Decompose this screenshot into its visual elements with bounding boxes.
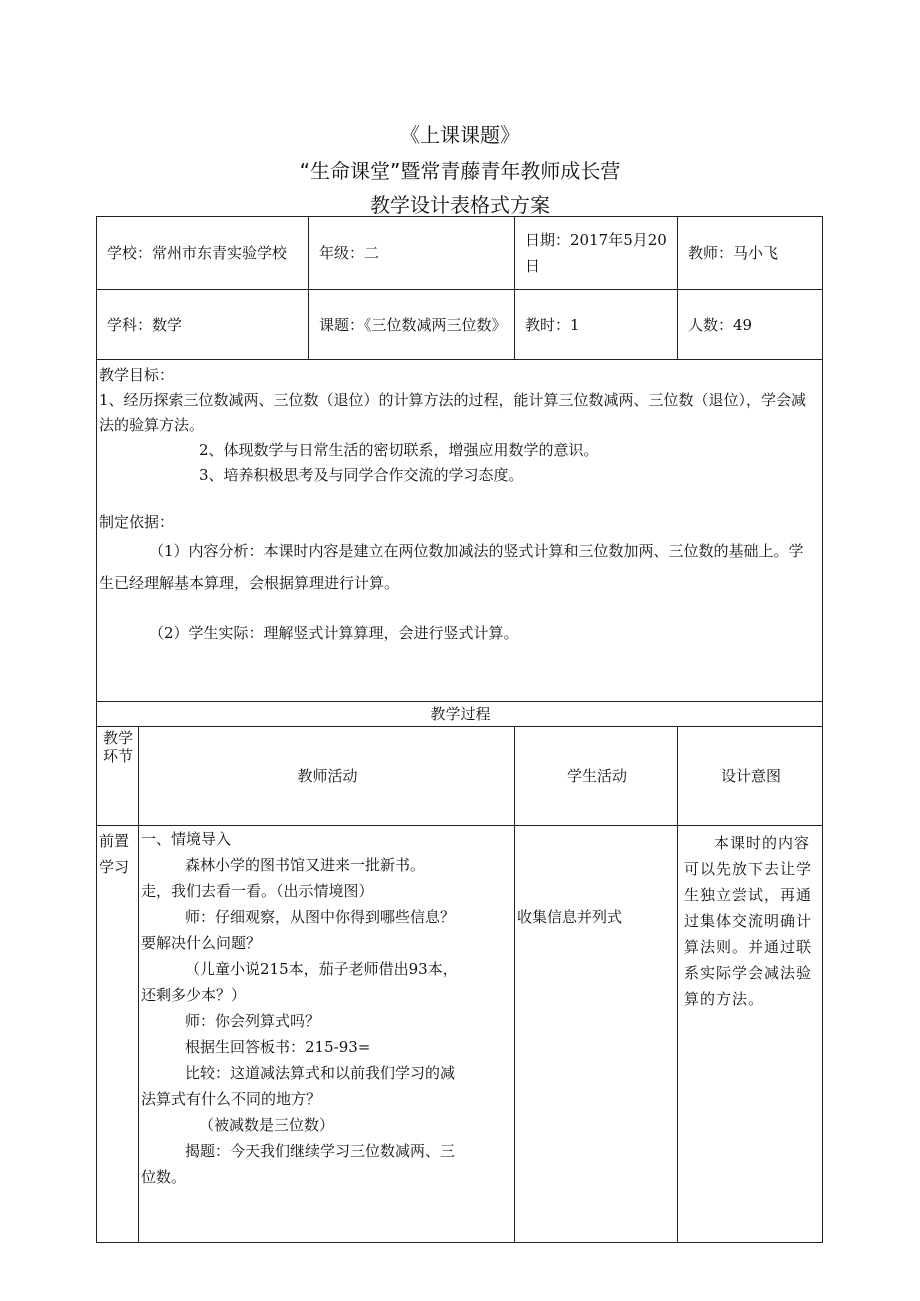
doc-title-line3: 教学设计表格式方案 bbox=[370, 193, 550, 217]
basis-1: （1）内容分析：本课时内容是建立在两位数加减法的竖式计算和三位数加两、三位数的基础上。学生已经理解基本算理，会根据算理进行计算。 bbox=[99, 542, 804, 592]
basis-label: 制定依据： bbox=[99, 513, 175, 531]
doc-title-line1: 《上课课题》 bbox=[400, 123, 520, 147]
student-activity-cell: 收集信息并列式 bbox=[515, 826, 678, 1243]
objective-3: 3、培养积极思考及与同学合作交流的学习态度。 bbox=[199, 466, 524, 484]
teacher-line: 森林小学的图书馆又进来一批新书。 bbox=[185, 856, 426, 874]
design-intent-header: 设计意图 bbox=[678, 727, 823, 826]
teacher-activity-header: 教师活动 bbox=[139, 727, 515, 826]
teacher-line: 要解决什么问题？ bbox=[141, 934, 262, 952]
teacher-activity-cell bbox=[139, 826, 515, 1243]
teacher-line: 走，我们去看一看。（出示情境图） bbox=[141, 882, 374, 900]
basis-2: （2）学生实际：理解竖式计算算理，会进行竖式计算。 bbox=[149, 624, 519, 642]
objectives-label: 教学目标： bbox=[99, 366, 175, 384]
grade-cell: 年级：二 bbox=[309, 217, 515, 290]
subject-cell: 学科：数学 bbox=[97, 290, 309, 360]
period-cell: 教时：1 bbox=[515, 290, 678, 360]
teacher-line: 师：仔细观察，从图中你得到哪些信息？ bbox=[185, 908, 456, 926]
teacher-line: 揭题：今天我们继续学习三位数减两、三 bbox=[185, 1142, 456, 1160]
objective-2: 2、体现数学与日常生活的密切联系，增强应用数学的意识。 bbox=[199, 441, 599, 459]
school-cell: 学校：常州市东青实验学校 bbox=[97, 217, 309, 290]
count-cell: 人数：49 bbox=[678, 290, 823, 360]
student-activity-header: 学生活动 bbox=[515, 727, 678, 826]
topic-cell: 课题：《三位数减两三位数》 bbox=[309, 290, 515, 360]
teacher-line: 比较：这道减法算式和以前我们学习的减 bbox=[185, 1064, 456, 1082]
doc-title-line2: “生命课堂”暨常青藤青年教师成长营 bbox=[299, 159, 621, 183]
teacher-line: 位数。 bbox=[141, 1168, 187, 1186]
objective-1: 1、经历探索三位数减两、三位数（退位）的计算方法的过程，能计算三位数减两、三位数（退位），学会减法的验算方法。 bbox=[99, 391, 807, 434]
teacher-line: 根据生回答板书：215-93= bbox=[185, 1038, 371, 1056]
date-cell: 日期：2017年5月20日 bbox=[515, 217, 678, 290]
teacher-cell: 教师：马小飞 bbox=[678, 217, 823, 290]
teacher-line: 师：你会列算式吗？ bbox=[185, 1012, 321, 1030]
teacher-line: （儿童小说215本，茄子老师借出93本， bbox=[185, 960, 458, 978]
stage-header: 教学环节 bbox=[97, 727, 139, 826]
objectives-cell bbox=[97, 360, 823, 702]
teacher-line: 一、情境导入 bbox=[141, 830, 232, 848]
teacher-line: （被减数是三位数） bbox=[199, 1116, 335, 1134]
stage-cell: 前置学习 bbox=[97, 826, 139, 1243]
teacher-line: 法算式有什么不同的地方？ bbox=[141, 1090, 322, 1108]
lesson-plan-table bbox=[96, 216, 823, 1243]
teacher-line: 还剩多少本？） bbox=[141, 986, 247, 1004]
process-title: 教学过程 bbox=[97, 702, 823, 727]
design-intent-cell: 本课时的内容可以先放下去让学生独立尝试，再通过集体交流明确计算法则。并通过联系实际学会减法验算的方法。 bbox=[678, 826, 823, 1243]
